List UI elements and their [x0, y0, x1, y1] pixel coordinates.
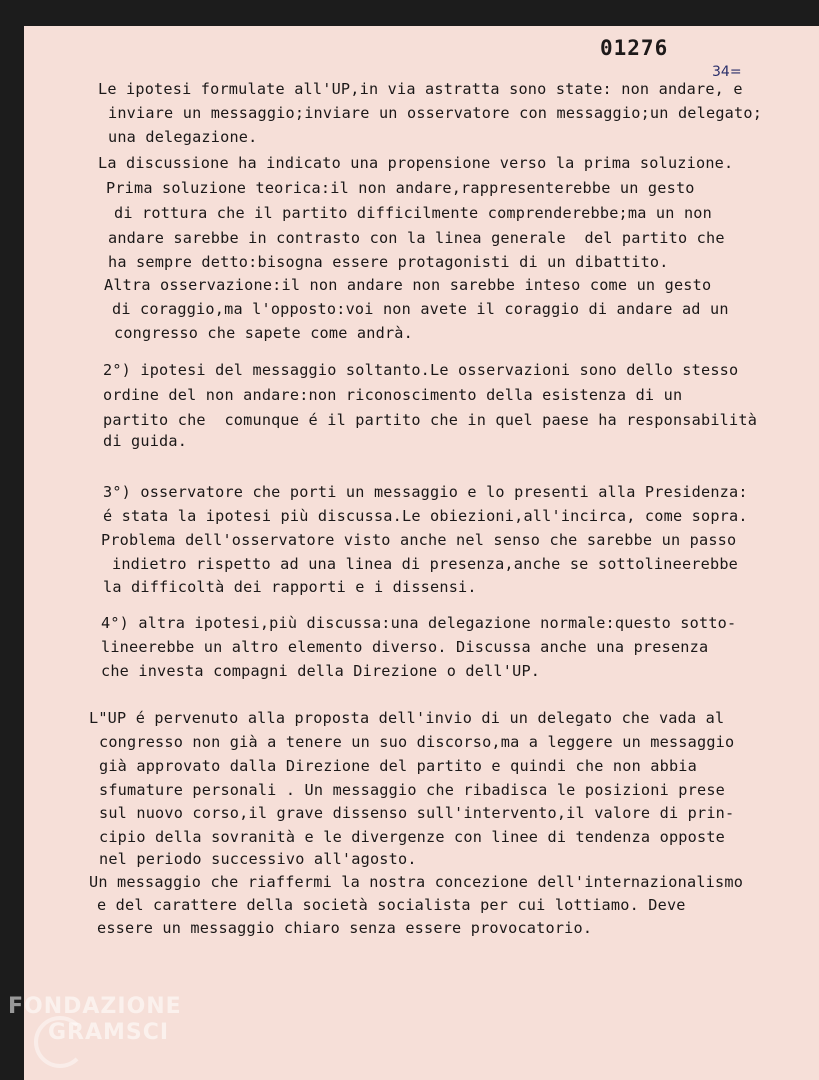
- text-line: già approvato dalla Direzione del partito e quindi che non abbia: [99, 757, 697, 775]
- text-line: sfumature personali . Un messaggio che ribadisca le posizioni prese: [99, 781, 726, 799]
- text-line: La discussione ha indicato una propensione verso la prima soluzione.: [98, 154, 734, 172]
- text-line: ordine del non andare:non riconoscimento della esistenza di un: [103, 386, 683, 404]
- text-line: una delegazione.: [108, 128, 258, 146]
- text-line: Problema dell'osservatore visto anche nel senso che sarebbe un passo: [101, 531, 737, 549]
- text-line: che investa compagni della Direzione o dell'UP.: [101, 662, 541, 680]
- text-line: L"UP é pervenuto alla proposta dell'invio di un delegato che vada al: [89, 709, 725, 727]
- text-line: é stata la ipotesi più discussa.Le obiezioni,all'incirca, come sopra.: [103, 507, 748, 525]
- text-line: di coraggio,ma l'opposto:voi non avete il coraggio di andare ad un: [112, 300, 729, 318]
- watermark-line-1: FONDAZIONE: [8, 994, 182, 1019]
- text-line: di guida.: [103, 432, 188, 450]
- text-line: indietro rispetto ad una linea di presenza,anche se sottolineerebbe: [112, 555, 739, 573]
- text-line: lineerebbe un altro elemento diverso. Discussa anche una presenza: [101, 638, 709, 656]
- text-line: sul nuovo corso,il grave dissenso sull'intervento,il valore di prin-: [99, 804, 735, 822]
- fondazione-gramsci-watermark: [8, 990, 218, 1060]
- text-line: 3°) osservatore che porti un messaggio e lo presenti alla Presidenza:: [103, 483, 748, 501]
- text-line: congresso non già a tenere un suo discorso,ma a leggere un messaggio: [99, 733, 735, 751]
- text-line: di rottura che il partito difficilmente comprenderebbe;ma un non: [114, 204, 712, 222]
- text-line: partito che comunque é il partito che in quel paese ha responsabilità: [103, 411, 758, 429]
- text-line: congresso che sapete come andrà.: [114, 324, 413, 342]
- page-mark: 34=: [712, 64, 742, 80]
- text-line: inviare un messaggio;inviare un osservatore con messaggio;un delegato;: [108, 104, 763, 122]
- text-line: Prima soluzione teorica:il non andare,rappresenterebbe un gesto: [106, 179, 695, 197]
- text-line: ha sempre detto:bisogna essere protagonisti di un dibattito.: [108, 253, 669, 271]
- text-line: Altra osservazione:il non andare non sarebbe inteso come un gesto: [104, 276, 712, 294]
- text-line: cipio della sovranità e le divergenze con linee di tendenza opposte: [99, 828, 726, 846]
- text-line: 2°) ipotesi del messaggio soltanto.Le osservazioni sono dello stesso: [103, 361, 739, 379]
- watermark-line-2: GRAMSCI: [48, 1020, 170, 1045]
- text-line: Le ipotesi formulate all'UP,in via astratta sono state: non andare, e: [98, 80, 743, 98]
- text-line: Un messaggio che riaffermi la nostra concezione dell'internazionalismo: [89, 873, 744, 891]
- text-line: essere un messaggio chiaro senza essere provocatorio.: [97, 919, 593, 937]
- text-line: 4°) altra ipotesi,più discussa:una delegazione normale:questo sotto-: [101, 614, 737, 632]
- text-line: andare sarebbe in contrasto con la linea generale del partito che: [108, 229, 725, 247]
- text-line: e del carattere della società socialista per cui lottiamo. Deve: [97, 896, 686, 914]
- text-line: nel periodo successivo all'agosto.: [99, 850, 417, 868]
- text-line: la difficoltà dei rapporti e i dissensi.: [103, 578, 477, 596]
- document-number: 01276: [600, 36, 669, 60]
